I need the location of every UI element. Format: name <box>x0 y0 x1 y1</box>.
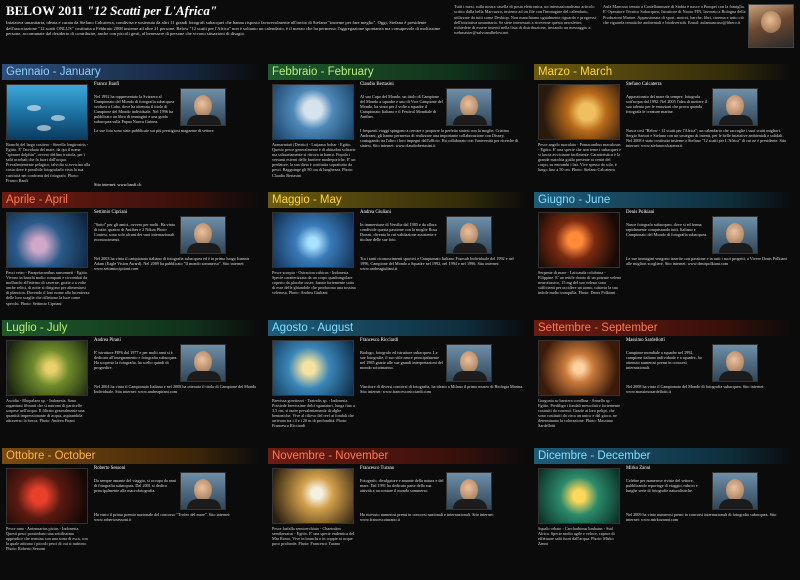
author-portrait <box>446 472 492 510</box>
author-bio-more: Nel 2008 ha vinto il Campionato del Mondo di fotografia subacquea. Sito internet: www.massimosardellotti.it <box>626 384 765 395</box>
author-name: Claudio Bertasini <box>360 82 394 87</box>
author-name: Franco Banfi <box>94 82 120 87</box>
photo-caption: Pesci vetro - Parapriacanthus ransonneti - Egitto. Vivono in banchi molto compatti e circondati da molluschi all'interno di caverne, grotte o a volte anche relitti, di notte si dirigono per alimentarsi di plancton. Dovendo il loro nome alla lucentezza delle loro scaglie che riflettono la luce come specchi. Photo: Settimio Cipriani <box>6 270 90 306</box>
author-portrait <box>712 88 758 126</box>
month-november <box>268 448 527 578</box>
author-portrait <box>712 472 758 510</box>
month-august <box>268 320 527 448</box>
author-bio-more: Nel 2003 ha vinto il campionato italiano di fotografia subacquea ed è in primo luogo Ioannis Adam (Eagle Vision Award). Nel 2009 ha pubblicato "Il mondo sommerso". Sito internet: www.settimiocipriani.com <box>94 256 250 272</box>
month-title: Settembre - September <box>534 320 793 336</box>
author-bio: Al suo Capo del Mondo, un titolo di Campione del Mondo a squadre e uno di Vice Campione del Mondo, ha vinto per 2 volte a squadre il Campionato Italiano e il Festival Mondiale di Antibes. <box>360 94 443 120</box>
underwater-photo <box>538 84 620 140</box>
underwater-photo <box>538 212 620 268</box>
underwater-photo <box>6 340 88 396</box>
month-july <box>2 320 261 448</box>
author-bio: Celebre per numerose riviste del settore, pubblicando reportage di viaggio, rubrici e lunghe serie di fotografie naturalistiche. <box>626 478 698 494</box>
author-name: Roberto Sessoni <box>94 466 126 471</box>
author-bio-more: Ha vinto il primo premio nazionale del concorso "Trofeo del mare". Sito internet: www.robertosessoni.it <box>94 512 231 523</box>
month-june <box>534 192 793 320</box>
month-title: Ottobre - October <box>2 448 261 464</box>
author-name: Andrea Pirani <box>94 338 121 343</box>
photo-caption: Branchi del largo costiero - Sterella longirostris - Egitto. E' l'acrobata del mare, da qui il nome "spinner dolphin", ovvero delfino trottola, per i salti acrobati che fa fuori dall'acqua. Prevalentemente pelagico, talvolta si avvicina alla costa dove è possibile fotografarlo vista la sua curiosità nei confronti del fotografo. Photo: Franco Banfi <box>6 142 90 183</box>
author-name: Stefano Calcaterra <box>626 82 662 87</box>
author-portrait <box>180 216 226 254</box>
author-bio-more: Le sue immagini vengono inserite con passione e in tutti i suoi progetti, a Vivere Denis Polkiani alle migliori scogliere. Sito internet: www.denispolkiani.com <box>626 256 787 267</box>
author-portrait <box>712 344 758 382</box>
author-bio: E' istruttore FIPS dal 1977 e per molti anni si è dedicato all'insegnamento e fotografia subacquea. Ha scoperto la fotografia, ha scelto quindi di progredire. <box>94 350 178 371</box>
month-title: Gennaio - January <box>2 64 261 80</box>
author-bio-more: Nel 2004 ha vinto il Campionato Italiano e nel 2008 ha ottenuto il titolo di Campione del Mondo Individuale. Sito internet: www.andreapirani.com <box>94 384 257 395</box>
author-portrait <box>712 216 758 254</box>
photo-caption: Pesce farfalla semicerchiato - Chaetodon semilarvatus - Egitto. E' una specie endemica del Mar Rosso. Vive in branchi o in coppie ai acque poco profonde. Photo: Francesco Turano <box>272 526 355 547</box>
month-december <box>534 448 793 578</box>
author-bio: Fotografo, divulgatore e amante della natura e del mare. Dal 1991 ha dedicato parte della sua attività a raccontare il mondo sommerso. <box>360 478 444 494</box>
author-bio-more: Vincitore di diversi concorsi di fotografia, ha ideato a Milano il primo museo di Biologia Marina. Sito internet: www.francescoricciardi.com <box>360 384 524 395</box>
underwater-photo <box>538 340 620 396</box>
author-bio: Da sempre amante del viaggio, si occupa da anni di fotografia subacquea. Dal 2001 si dedica principalmente alla macrofotografia. <box>94 478 176 494</box>
author-bio: Campione mondiale a squadre nel 1992, campione italiano individuale e a squadre, ha ottenuto numerosi premi in concorsi internazionali. <box>626 350 702 371</box>
underwater-photo <box>272 468 354 524</box>
author-name: Francesco Ricciardi <box>360 338 399 343</box>
month-september <box>534 320 793 448</box>
author-name: Denis Polkiani <box>626 210 655 215</box>
author-bio-more: Ha ricevuto numerosi premi in concorsi nazionali e internazionali. Sito internet: www.francescoturano.it <box>360 512 494 523</box>
author-bio-more: Tra i tanti riconoscimenti sportivi e Campionato Italiano Fotosub Individuale del 1992 e nel 1996, Campione del Mondo a Squadre nel 1992, nel 1994 e nel 1996. Sito internet: www.andreagiuliani.it <box>360 256 514 272</box>
month-april <box>2 192 261 320</box>
month-title: Dicembre - December <box>534 448 793 464</box>
underwater-photo <box>538 468 620 524</box>
photo-caption: Pesce angelo maculato - Pomacanthus maculosus - Egitto. E' una specie che non teme i subacquei e si lascia avvicinare facilmente. Caratteristica è la grande macchia gialla presente ai centri del corpo, su entrambi i lati. Vive spesso da solo, è lungo fino a 50 cm. Photo: Stefano Calcaterra <box>538 142 621 173</box>
month-title: Giugno - June <box>534 192 793 208</box>
author-site[interactable]: Sito internet: www.banfi.ch <box>94 182 142 187</box>
author-note-text: Aula Mancuso tenuto a Castellammare di Stabia è nasce a Pompei con la famiglia. E' Operatore Tecnico Subacqueo, Istruttore di Nuoto FIN, lavorato a Bologna della Produzioni Marine. Appassionata di sport, motori, barche, libri, cinema e tutto ciò che riguarda tematiche ambientali e biodiversità. Email: aulamancuso@libero.it <box>603 4 746 25</box>
author-name: Massimo Sardellotti <box>626 338 665 343</box>
author-bio: "Sotto" per gli amici, ovvero per molti. Ha vinto di tutto: quattro di Antibes e 2 Nikon Photo Contest, sono solo alcuni dei suoi internazionali riconoscimenti. <box>94 222 176 243</box>
newsletter-text: Tutti i mesi, sulla nostra casella di posta elettronica, un internazionalismo articolo scritto dalla bella Marcuzzo, insieme ad un file con l'immagine del calendario, utilizzate da tutti come Desktop. Non manchiamo ugualmente riguardo e progressi dell'iniziativa umanitaria. Se siete interessati a riceverne questa newsletter, richiedete di essere inseriti nella lista di distribuzione, inviando un messaggio a: webmaster@salvoandbelow.net <box>454 4 596 36</box>
photo-caption: Pesce scorpio - Ostracion cubicus - Indonesia. Specie caratterizzata da un corpo quadrangolare coperto da placche ossee, hanno fortemente sotto di esse delle ghiandole che producono una tossina velenosa. Photo: Andrea Giuliani <box>272 270 356 296</box>
photo-caption: Squalo orbato - Carcharhinus limbatus - Sud Africa. Specie molto agile e veloce, capace di effettuare salti fuori dall'acqua. Photo: Mirko Zanni <box>538 526 615 547</box>
header-portrait <box>748 4 794 48</box>
month-may <box>268 192 527 320</box>
author-bio-more: Nel 2009 ha vinto numerosi premi in concorsi internazionali di fotografia subacquea. Sito internet: www.mirkozanni.com <box>626 512 777 523</box>
month-title: Luglio - July <box>2 320 261 336</box>
author-name: Settimio Cipriani <box>94 210 128 215</box>
month-october <box>2 448 261 578</box>
underwater-photo <box>6 212 88 268</box>
photo-caption: Serpente di mare - Laticauda colubrina - Filippine. E' un rettile dotato di un potente veleno neurotossico, 15 mg del suo veleno sono sufficienti per uccidere un uomo, tuttavia la sua indole molto tranquilla. Photo: Denis Polkiani <box>538 270 622 296</box>
author-name: Mirko Zanni <box>626 466 651 471</box>
intro-text: Iniziativa umanitaria, ideata e curata da Stefano Calcaterra, condivisa e sostenuta da altri 11 grandi fotografi subacquei che hanno risposto favorevolmente all'invito di Stefano "insieme per fare meglio". Oggi, Stefano è presidente dell'associazione "12 scatti ONLUS" costituita a Febbraio 2008 insieme ad altre 21 persone. Below "12 scatti per l'Africa" non è soltanto un calendario, è il mezzo che ha permesso l'aggregazione spontanea ma consapevole di moltissime persone, accomunate dal desiderio di contribuire, anche con piccoli gesti, al benessere di persone che vivono situazioni di disagio. <box>6 20 441 37</box>
month-title: Febbraio - February <box>268 64 527 80</box>
author-bio: Nasce fotografo subacqueo, dove si ed ferma rapidamente conquistando tutti. Italiano e Campionato del Mondo di fotografia subacquea. <box>626 222 708 238</box>
month-january <box>2 64 261 192</box>
author-name: Francesco Turano <box>360 466 395 471</box>
underwater-photo <box>6 84 88 140</box>
month-title: Agosto - August <box>268 320 527 336</box>
underwater-photo <box>272 212 354 268</box>
month-title: Marzo - March <box>534 64 793 80</box>
title-italic: "12 Scatti per L'Africa" <box>86 3 218 18</box>
photo-caption: Aranarmiati (Detrito) - Lutjanus bohar - Egitto. Questo pesce generalmente è di abitudini solitarie ma saltuariamente si ritrova in banco. Popola i versanti esterni delle barriere madreporiche. E' un predatore, la sua dieta è costituita soprattutto da pesci. Ragguinge gli 80 cm di lunghezza. Photo: Claudio Bertasini <box>272 142 356 178</box>
month-title: Aprile - April <box>2 192 261 208</box>
underwater-photo <box>272 340 354 396</box>
author-name: Andrea Giuliani <box>360 210 392 215</box>
author-bio: In immersione di Versilia dal 1985 e da allora condivide questa passione con la moglie Rosa Donati, diventa la cui validazione assistente e titolare delle sue foto. <box>360 222 437 243</box>
author-portrait <box>446 88 492 126</box>
header-right <box>454 4 746 36</box>
header-intro <box>6 3 446 37</box>
author-portrait <box>180 344 226 382</box>
author-bio-more: I frequenti viaggi spingono a cercare e proporre la perfetta sintesi con la moglie, Cristina Andreani, gli hanno permesso di realizzare una importante collaborazione con Disney, coniugando tra l'altro i loro impegni dall'ufficio. Ha collaborato con l'università per ricerche di sintesi. Sito internet: www.claudiobertasini.it <box>360 128 519 149</box>
author-portrait <box>446 216 492 254</box>
title-main: BELOW 2011 <box>6 3 84 18</box>
photo-caption: Brevissa gorettezzi - Teatralis sp. - Indonesia. Possiede brevissime dolci sgamaturi, lunga fino a 3,5 cm, si nutre prevalentemente di alghe bentoniche. Vive al rilievo del reef ai fondali che arrivano tra i 4 e i 20 m di profondità. Photo: Francesco Ricciardi <box>272 398 355 429</box>
month-february <box>268 64 527 192</box>
page-title <box>6 3 446 19</box>
month-title: Maggio - May <box>268 192 527 208</box>
author-bio: Appassionato del mare da sempre, fotografa sott'acqua dal 1992. Nel 2005 l'idea di mettere il suo talento per le emozioni che prova quando fotografa le creature marine. <box>626 94 707 115</box>
author-portrait <box>446 344 492 382</box>
month-title: Novembre - November <box>268 448 527 464</box>
author-bio-more: Le sue foto sono state pubblicate sui più prestigiosi magazine di settore. <box>94 128 215 133</box>
underwater-photo <box>6 468 88 524</box>
month-march <box>534 64 793 192</box>
underwater-photo <box>272 84 354 140</box>
author-bio: Biologo, fotografo ed istruttore subacqueo. Le sue fotografie, il suo stile nasce principalmente nel 1985 grazie alle sue grandi interpretazioni del mondo sottomarino. <box>360 350 443 371</box>
photo-caption: Ascidia - Rhopalaea sp. - Indonesia. Sono organismi filtranti che si nutrono di particelle sospese nell'acqua. Il filtrato generalmente una quantità impressionante di acqua, aspirandola attraverso la bocca. Photo: Andrea Pirani <box>6 398 85 424</box>
photo-caption: Gorgonia su barriera corallina - Annella sp - Egitto. Prediligo i fondali mescolati e fortemente costruiti da correnti. Grazie ai loro polipi, che sono costituiti da circa un unico e dal gioco, ne determinano la colorazione. Photo: Massimo Sardellotti <box>538 398 620 429</box>
author-portrait <box>180 88 226 126</box>
author-bio-more: Nasce così "Below - 12 scatti per l'Africa"; un calendario che raccoglie i suoi scatti migliori. Sergio Sartori e Stefano con un sostegno di intenti, per le belle iniziative ambientali e solidali. Nel 2008 è stato costituito insieme a Stefano "12 scatti per L'Africa" di cui ne è presidente. Sito internet: www.stefanocalcaterra.it <box>626 128 787 149</box>
photo-caption: Pesce rana - Antennarius pictus - Indonesia. Questi pesci possiedono una sottilissima appendice che termina con una sorta di esca, con la quale attirano i piccoli pesci di cui si nutrono. Photo: Roberto Sessoni <box>6 526 88 552</box>
author-portrait <box>180 472 226 510</box>
author-bio: Nel 1992 ha rappresentato la Svizzera al Campionato del Mondo di fotografia subacquea svoltosi a Cuba, dove ha ottenuto il titolo di Campione del Mondo individuale. Nel 1996 ha pubblicato un libro di immagini e una guida subacquea sulla Papua Nuova Guinea. <box>94 94 175 125</box>
